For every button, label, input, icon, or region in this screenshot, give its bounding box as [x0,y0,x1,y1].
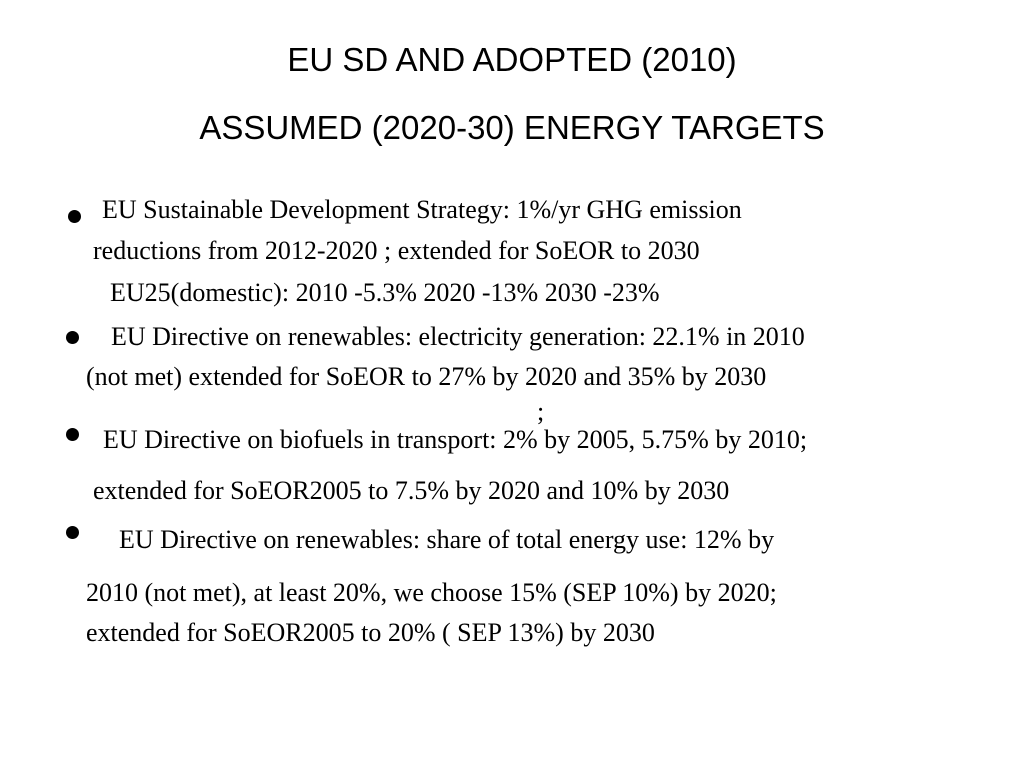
list-item-line: EU Directive on biofuels in transport: 2% by 2005, 5.75% by 2010; [103,425,808,454]
bullet-icon [68,210,81,223]
list-item-line: (not met) extended for SoEOR to 27% by 2020 and 35% by 2030 [86,362,767,391]
list-item-line: extended for SoEOR2005 to 20% ( SEP 13%) by 2030 [86,618,655,647]
bullet-icon [66,428,79,441]
list-item-line: 2010 (not met), at least 20%, we choose 15% (SEP 10%) by 2020; [86,578,777,607]
list-item-line: extended for SoEOR2005 to 7.5% by 2020 and 10% by 2030 [93,476,730,505]
slide-title-line-1: EU SD AND ADOPTED (2010) [287,41,737,78]
list-item-line: reductions from 2012-2020 ; extended for SoEOR to 2030 [93,236,700,265]
bullet-icon [66,526,79,539]
list-item-line: ; [537,397,545,426]
bullet-icon [66,331,79,344]
list-item-line: EU Directive on renewables: electricity generation: 22.1% in 2010 [111,322,805,351]
list-item-line: EU25(domestic): 2010 -5.3% 2020 -13% 2030 -23% [110,278,660,307]
list-item-line: EU Directive on renewables: share of total energy use: 12% by [119,525,775,554]
slide-title-line-2: ASSUMED (2020-30) ENERGY TARGETS [199,109,825,146]
list-item-line: EU Sustainable Development Strategy: 1%/yr GHG emission [102,195,742,224]
